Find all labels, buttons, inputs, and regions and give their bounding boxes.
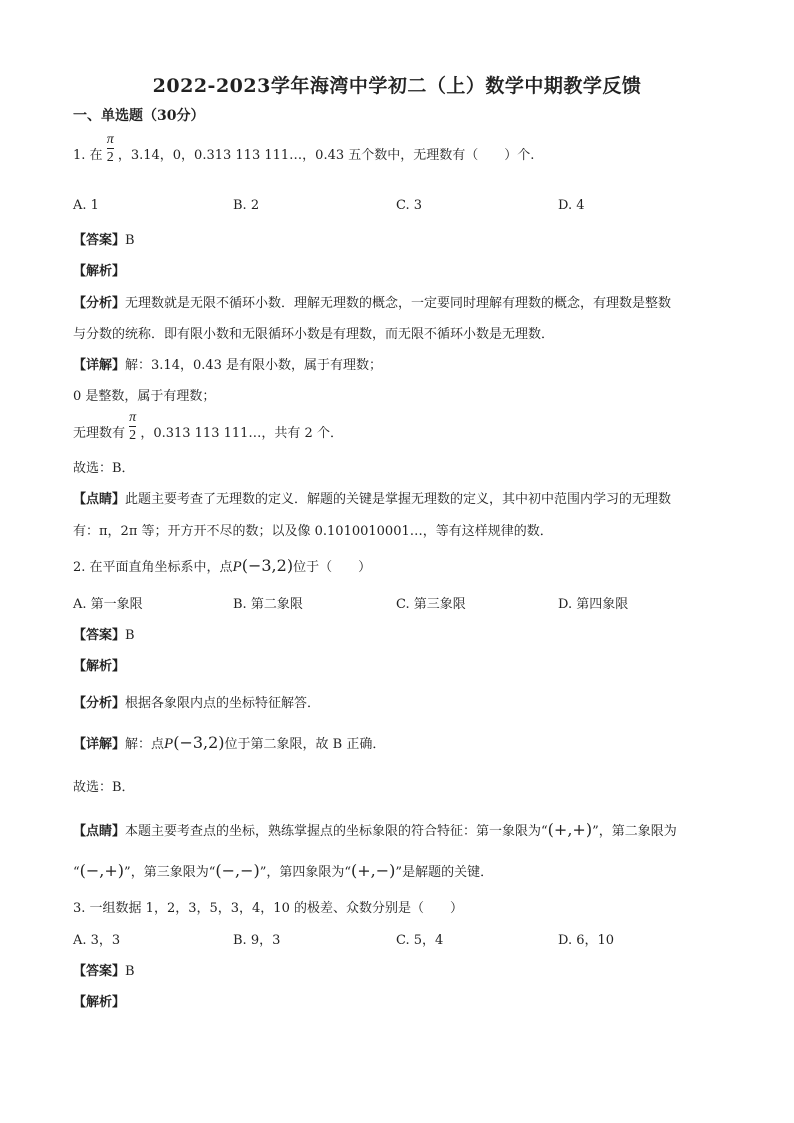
point-coords: (−3,2) <box>241 556 294 575</box>
detail-3-text-b: ，0.313 113 111…，共有 2 个． <box>140 426 343 441</box>
q1-answer <box>73 229 135 248</box>
q1-detail <box>73 354 382 373</box>
q1-detail-3 <box>73 410 343 443</box>
q1-review <box>73 488 671 507</box>
q3-analysis-label <box>73 991 125 1010</box>
fraction-denominator: 2 <box>106 150 114 165</box>
question-3-stem: 3. 一组数据 1，2，3，5，3，4，10 的极差、众数分别是（ ） <box>73 901 463 916</box>
q1-analysis-label <box>73 260 125 279</box>
detail-label: 【详解】 <box>73 358 126 373</box>
question-2-stem <box>73 556 371 576</box>
review-text: ”，第四象限为“ <box>259 865 352 880</box>
sign-pattern: (−,−) <box>215 861 260 880</box>
page-title: 2022-2023学年海湾中学初二（上）数学中期教学反馈 <box>152 75 642 97</box>
question-stem-text: 位于（ ） <box>293 560 372 575</box>
q1-option-a: A. 1 <box>73 198 99 213</box>
question-stem-text: 2. 在平面直角坐标系中，点 <box>73 560 233 575</box>
review-label: 【点睛】 <box>73 492 126 507</box>
q3-answer <box>73 960 135 979</box>
fraction-pi-over-2 <box>107 132 114 165</box>
point-label: P <box>164 736 174 752</box>
answer-value: B <box>125 628 135 643</box>
q2-fenxi <box>73 692 320 711</box>
detail-text: 解：点 <box>125 737 165 752</box>
sign-pattern: (+,+) <box>547 820 593 839</box>
q3-option-b: B. 9，3 <box>233 933 281 948</box>
fraction-numerator: π <box>106 132 114 147</box>
analysis-label: 【解析】 <box>73 264 126 279</box>
q1-option-c: C. 3 <box>396 198 423 213</box>
q3-option-d: D. 6，10 <box>558 933 615 948</box>
q1-option-b: B. 2 <box>233 198 260 213</box>
q2-option-d: D. 第四象限 <box>558 597 629 612</box>
q3-option-a: A. 3，3 <box>73 933 121 948</box>
review-text: 此题主要考查了无理数的定义．解题的关键是掌握无理数的定义，其中初中范围内学习的无理数 <box>125 492 672 507</box>
review-text: ”，第二象限为 <box>592 824 677 839</box>
q1-conclusion: 故选：B． <box>73 461 135 476</box>
q1-fenxi-cont: 与分数的统称．即有限小数和无限循环小数是有理数，而无限不循环小数是无理数． <box>73 327 555 342</box>
detail-3-text-a: 无理数有 <box>73 426 126 441</box>
q2-option-b: B. 第二象限 <box>233 597 303 612</box>
answer-value: B <box>125 233 135 248</box>
q1-fenxi <box>73 292 671 311</box>
q2-option-c: C. 第三象限 <box>396 597 466 612</box>
q1-detail-2: 0 是整数，属于有理数； <box>73 389 216 404</box>
review-text: 本题主要考查点的坐标，熟练掌握点的坐标象限的符合特征：第一象限为“ <box>125 824 548 839</box>
answer-value: B <box>125 964 135 979</box>
question-number: 1. 在 <box>73 148 103 163</box>
q1-option-d: D. 4 <box>558 198 585 213</box>
answer-label: 【答案】 <box>73 628 126 643</box>
detail-label: 【详解】 <box>73 737 126 752</box>
sign-pattern: (+,−) <box>351 861 396 880</box>
answer-label: 【答案】 <box>73 233 126 248</box>
q3-option-c: C. 5，4 <box>396 933 444 948</box>
fraction-numerator: π <box>129 410 137 425</box>
q2-review <box>73 820 677 839</box>
q2-analysis-label <box>73 655 125 674</box>
fenxi-label: 【分析】 <box>73 696 126 711</box>
analysis-label: 【解析】 <box>73 659 126 674</box>
q1-review-cont: 有：π，2π 等；开方开不尽的数；以及像 0.1010010001…，等有这样规律的数． <box>73 524 553 539</box>
detail-text: 位于第二象限，故 B 正确． <box>224 737 386 752</box>
fenxi-text: 无理数就是无限不循环小数．理解无理数的概念，一定要同时理解有理数的概念，有理数是整数 <box>125 296 672 311</box>
review-text: ”是解题的关键． <box>395 865 494 880</box>
detail-text: 解：3.14，0.43 是有限小数，属于有理数； <box>125 358 383 373</box>
answer-label: 【答案】 <box>73 964 126 979</box>
fraction-bar <box>107 148 114 149</box>
fenxi-text: 根据各象限内点的坐标特征解答． <box>125 696 321 711</box>
question-stem-text: ，3.14，0，0.313 113 111…，0.43 五个数中，无理数有（ ）个. <box>117 148 535 163</box>
q2-review-cont <box>73 861 493 880</box>
analysis-label: 【解析】 <box>73 995 126 1010</box>
section-title: 一、单选题（30分） <box>73 108 205 124</box>
question-1-stem <box>73 132 535 165</box>
q2-option-a: A. 第一象限 <box>73 597 143 612</box>
q2-detail <box>73 733 385 753</box>
point-label: P <box>232 559 242 575</box>
fraction-bar <box>129 426 136 427</box>
sign-pattern: (−,+) <box>79 861 125 880</box>
q2-conclusion: 故选：B． <box>73 780 135 795</box>
q2-answer <box>73 624 135 643</box>
review-text: ”，第三象限为“ <box>124 865 216 880</box>
fraction-denominator: 2 <box>129 428 137 443</box>
review-text: “ <box>73 865 80 880</box>
fraction-pi-over-2 <box>129 410 136 443</box>
review-label: 【点睛】 <box>73 824 126 839</box>
fenxi-label: 【分析】 <box>73 296 126 311</box>
point-coords: (−3,2) <box>173 733 225 752</box>
